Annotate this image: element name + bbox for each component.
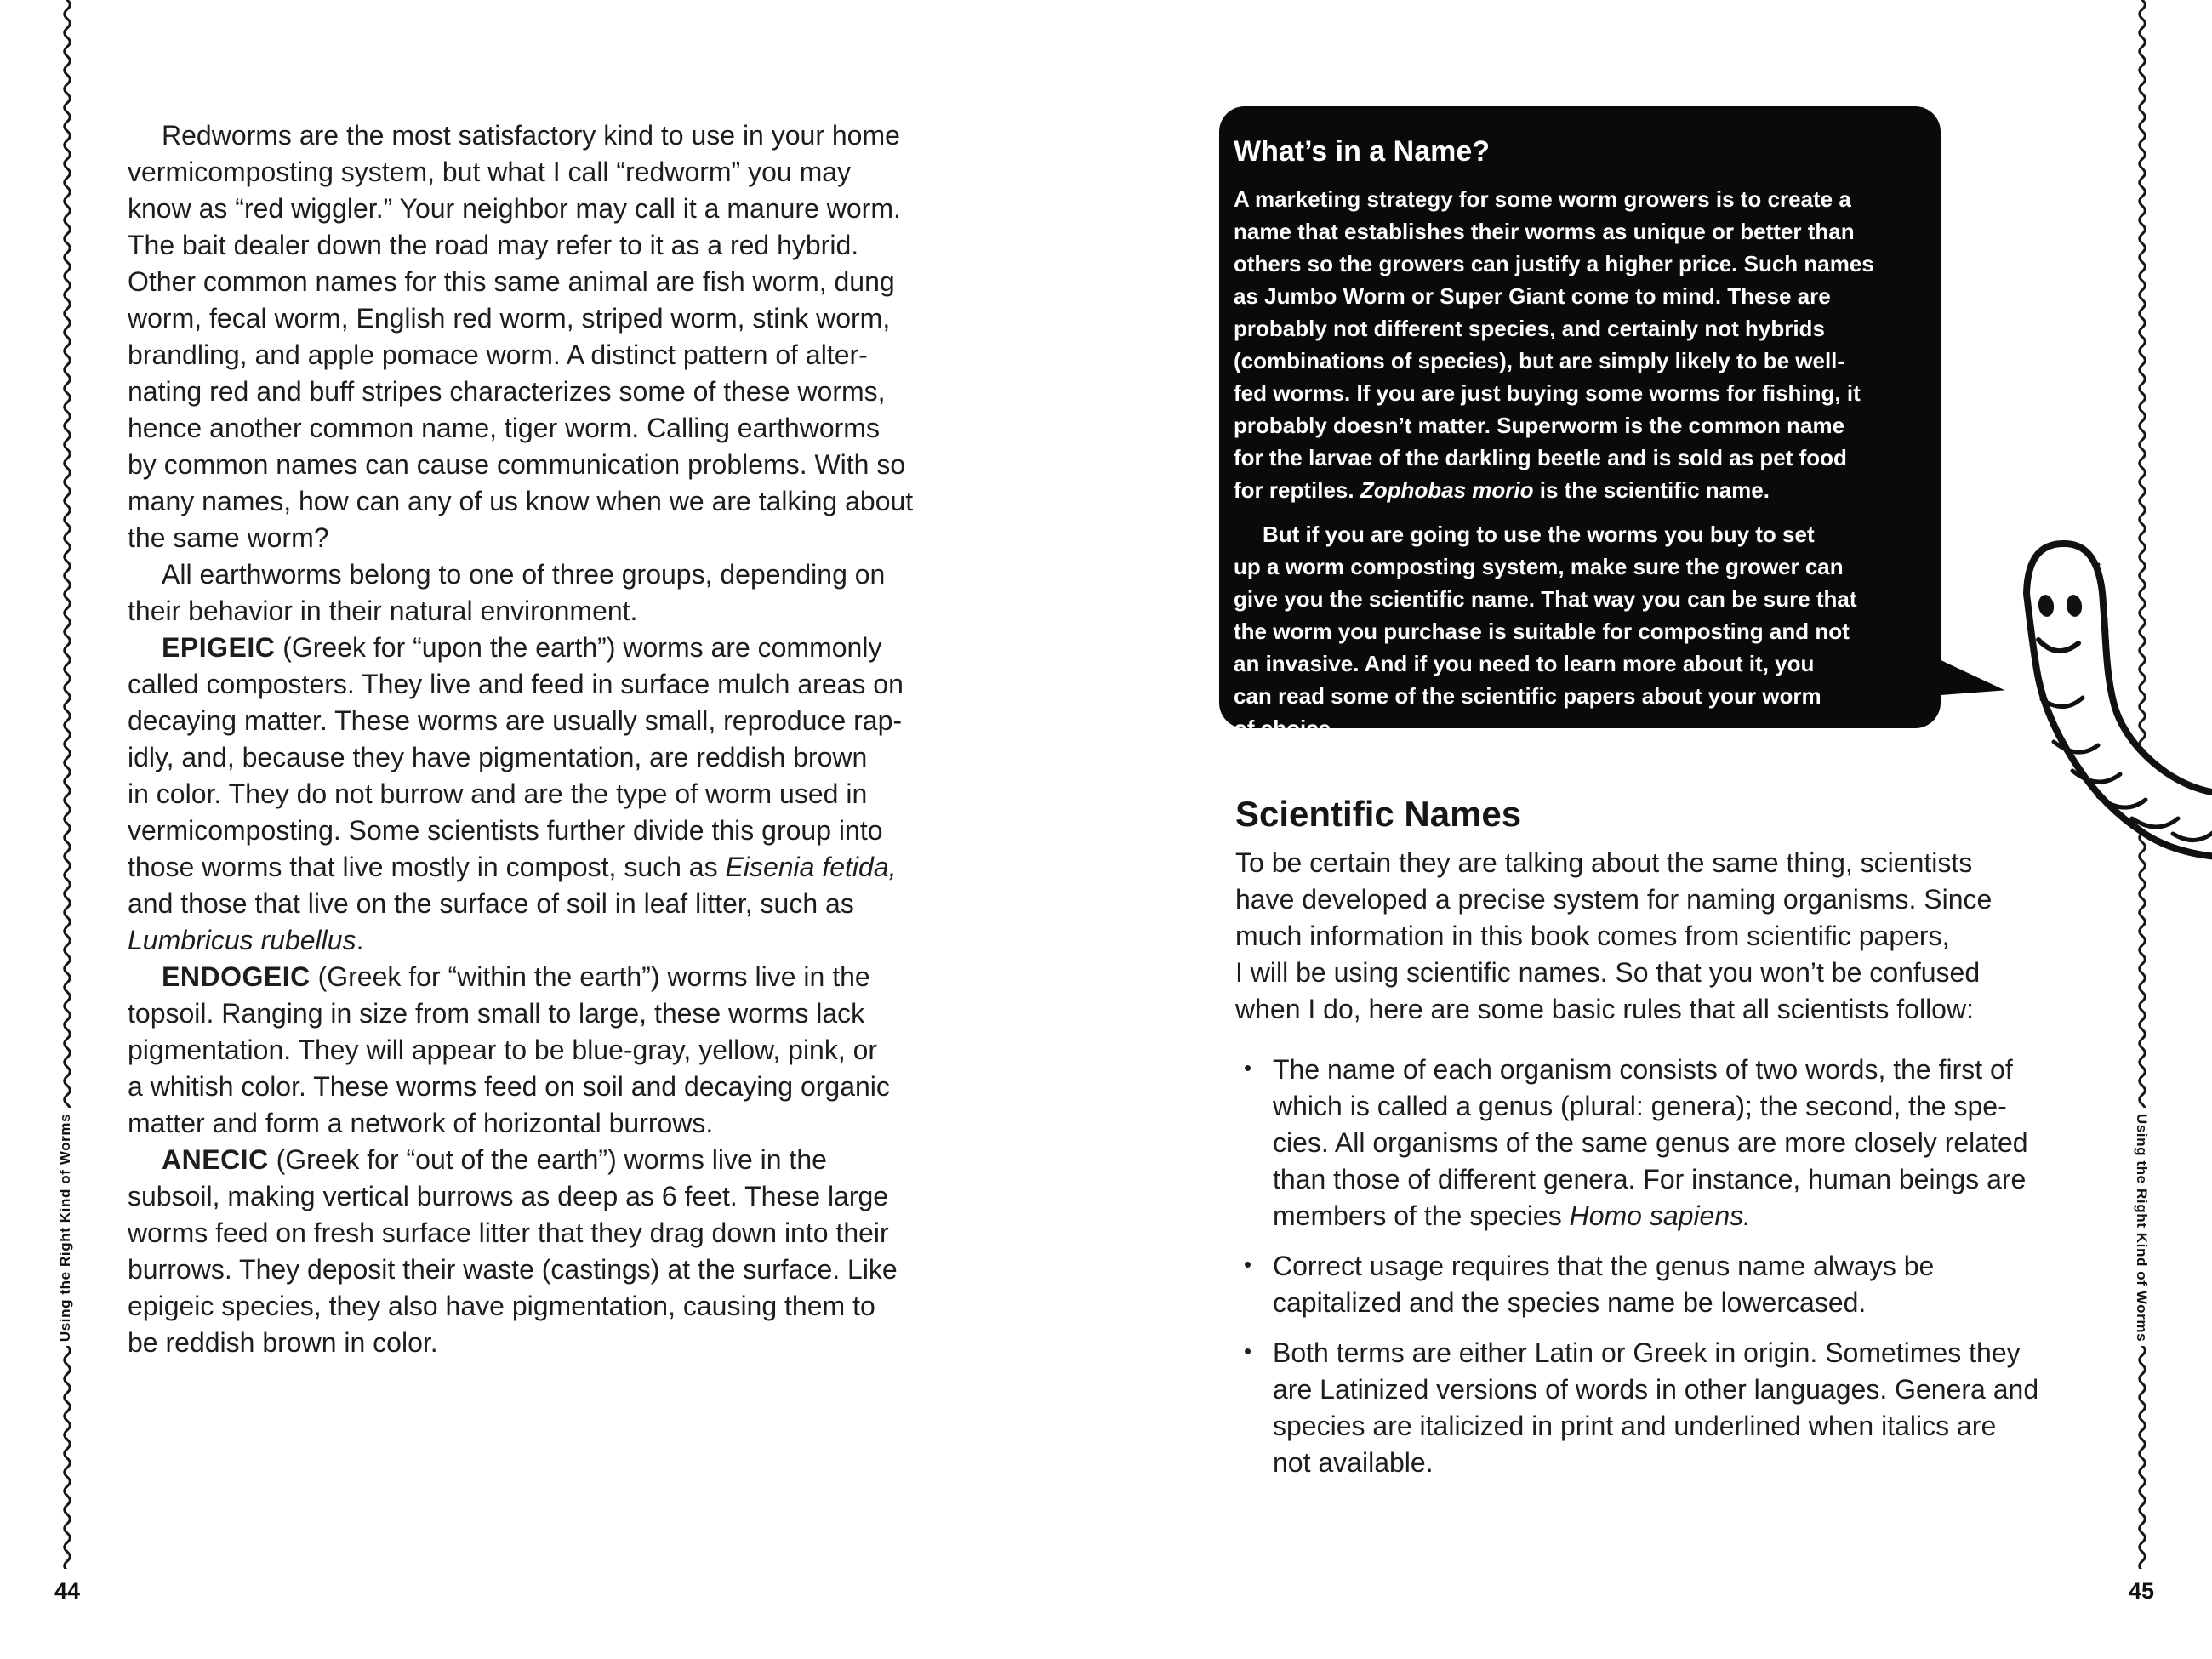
- text-line: All earthworms belong to one of three groups, depending on: [162, 559, 886, 590]
- bullet-icon: •: [1244, 1251, 1252, 1277]
- text-line: of choice.: [1234, 715, 1337, 741]
- text-line: hence another common name, tiger worm. Calling earthworms: [128, 413, 880, 443]
- text-line: by common names can cause communication problems. With so: [128, 449, 906, 480]
- text-line: matter and form a network of horizontal burrows.: [128, 1108, 714, 1138]
- bullet-icon: •: [1244, 1338, 1252, 1364]
- wavy-line-right-bottom: [2135, 1346, 2149, 1569]
- text-line: Lumbricus rubellus.: [128, 925, 364, 955]
- text-line: ANECIC (Greek for “out of the earth”) worms live in the: [162, 1144, 827, 1175]
- bullet-item: [1235, 1248, 2099, 1321]
- text-line: called composters. They live and feed in surface mulch areas on: [128, 669, 904, 699]
- text-line: ENDOGEIC (Greek for “within the earth”) worms live in the: [162, 961, 870, 992]
- body-paragraph: [128, 117, 987, 556]
- text-line: topsoil. Ranging in size from small to large, these worms lack: [128, 998, 865, 1029]
- text-line: as Jumbo Worm or Super Giant come to mind. These are: [1234, 283, 1831, 309]
- text-line: epigeic species, they also have pigmentation, causing them to: [128, 1291, 875, 1321]
- text-line: subsoil, making vertical burrows as deep as 6 feet. These large: [128, 1181, 889, 1211]
- bullet-icon: •: [1244, 1055, 1252, 1080]
- wavy-line-left-top: [60, 0, 74, 1108]
- text-line: than those of different genera. For instance, human beings are: [1273, 1164, 2027, 1194]
- text-line: burrows. They deposit their waste (castings) at the surface. Like: [128, 1254, 898, 1285]
- callout-box: [1219, 106, 1941, 741]
- section-heading: Scientific Names: [1235, 794, 1522, 834]
- text-line: (combinations of species), but are simply likely to be well-: [1234, 348, 1845, 373]
- text-line: decaying matter. These worms are usually small, reproduce rap-: [128, 705, 903, 736]
- text-line: cies. All organisms of the same genus are more closely related: [1273, 1127, 2028, 1158]
- text-line: when I do, here are some basic rules that all scientists follow:: [1235, 994, 1974, 1024]
- text-line: the worm you purchase is suitable for composting and not: [1234, 619, 1850, 644]
- text-line: worm, fecal worm, English red worm, striped worm, stink worm,: [128, 303, 891, 334]
- bullet-text: [1273, 1335, 2099, 1481]
- text-line: But if you are going to use the worms you buy to set: [1263, 522, 1815, 547]
- text-line: brandling, and apple pomace worm. A distinct pattern of alter-: [128, 339, 868, 370]
- text-line: which is called a genus (plural: genera); the second, the spe-: [1273, 1091, 2007, 1121]
- text-line: and those that live on the surface of soil in leaf litter, such as: [128, 888, 854, 919]
- text-line: for reptiles. Zophobas morio is the scientific name.: [1234, 477, 1770, 503]
- text-line: those worms that live mostly in compost, such as Eisenia fetida,: [128, 852, 897, 882]
- text-line: A marketing strategy for some worm growers is to create a: [1234, 186, 1851, 212]
- bullet-item: [1235, 1052, 2099, 1234]
- text-line: The bait dealer down the road may refer to it as a red hybrid.: [128, 230, 859, 260]
- text-line: up a worm composting system, make sure the grower can: [1234, 554, 1844, 579]
- callout-paragraph: [1234, 518, 1908, 744]
- sidebar-label-right: Using the Right Kind of Worms: [2134, 1113, 2150, 1343]
- text-line: vermicomposting system, but what I call “redworm” you may: [128, 157, 852, 187]
- text-line: an invasive. And if you need to learn more about it, you: [1234, 651, 1815, 676]
- text-line: have developed a precise system for naming organisms. Since: [1235, 884, 1993, 915]
- left-page-body: [128, 117, 987, 1361]
- text-line: Both terms are either Latin or Greek in origin. Sometimes they: [1273, 1337, 2021, 1368]
- body-paragraph-endogeic: [128, 959, 987, 1142]
- page-number-left: 44: [54, 1578, 81, 1604]
- text-line: capitalized and the species name be lowercased.: [1273, 1287, 1867, 1318]
- text-line: many names, how can any of us know when we are talking about: [128, 486, 914, 516]
- speech-bubble-tail: [1939, 658, 2007, 698]
- text-line: species are italicized in print and underlined when italics are: [1273, 1411, 1997, 1441]
- text-line: Redworms are the most satisfactory kind to use in your home: [162, 120, 900, 151]
- text-line: Correct usage requires that the genus name always be: [1273, 1251, 1935, 1281]
- text-line: give you the scientific name. That way you can be sure that: [1234, 586, 1857, 612]
- text-line: the same worm?: [128, 522, 329, 553]
- callout-title: What’s in a Name?: [1234, 135, 1491, 168]
- section-intro: [1235, 845, 2099, 1028]
- text-line: probably not different species, and certainly not hybrids: [1234, 316, 1825, 341]
- text-line: in color. They do not burrow and are the type of worm used in: [128, 778, 868, 809]
- text-line: The name of each organism consists of two words, the first of: [1273, 1054, 2013, 1085]
- text-line: name that establishes their worms as unique or better than: [1234, 219, 1855, 244]
- text-line: vermicomposting. Some scientists further divide this group into: [128, 815, 883, 846]
- text-line: much information in this book comes from scientific papers,: [1235, 921, 1950, 951]
- text-line: To be certain they are talking about the same thing, scientists: [1235, 847, 1973, 878]
- text-line: Other common names for this same animal are fish worm, dung: [128, 266, 895, 297]
- text-line: idly, and, because they have pigmentation, are reddish brown: [128, 742, 868, 772]
- text-line: for the larvae of the darkling beetle and is sold as pet food: [1234, 445, 1847, 470]
- text-line: members of the species Homo sapiens.: [1273, 1200, 1752, 1231]
- text-line: probably doesn’t matter. Superworm is the common name: [1234, 413, 1845, 438]
- text-line: are Latinized versions of words in other languages. Genera and: [1273, 1374, 2039, 1405]
- text-line: a whitish color. These worms feed on soil and decaying organic: [128, 1071, 890, 1102]
- bullet-text: [1273, 1052, 2099, 1234]
- callout-paragraph: [1234, 183, 1908, 506]
- scientific-names-section: [1235, 794, 2099, 1495]
- bullet-list: [1235, 1052, 2099, 1481]
- sidebar-label-left: Using the Right Kind of Worms: [57, 1113, 73, 1343]
- text-line: I will be using scientific names. So that you won’t be confused: [1235, 957, 1981, 988]
- text-line: EPIGEIC (Greek for “upon the earth”) worms are commonly: [162, 632, 882, 663]
- text-line: be reddish brown in color.: [128, 1327, 438, 1358]
- text-line: can read some of the scientific papers about your worm: [1234, 683, 1821, 709]
- text-line: their behavior in their natural environment.: [128, 596, 638, 626]
- callout-body: [1234, 183, 1908, 744]
- wavy-line-left-bottom: [60, 1346, 74, 1569]
- text-line: nating red and buff stripes characterizes some of these worms,: [128, 376, 886, 407]
- body-paragraph-anecic: [128, 1142, 987, 1361]
- page-number-right: 45: [2129, 1578, 2155, 1604]
- bullet-text: [1273, 1248, 2099, 1321]
- text-line: worms feed on fresh surface litter that they drag down into their: [128, 1217, 889, 1248]
- body-paragraph: [128, 556, 987, 630]
- text-line: know as “red wiggler.” Your neighbor may call it a manure worm.: [128, 193, 901, 224]
- text-line: others so the growers can justify a higher price. Such names: [1234, 251, 1874, 276]
- text-line: pigmentation. They will appear to be blue-gray, yellow, pink, or: [128, 1035, 878, 1065]
- text-line: fed worms. If you are just buying some worms for fishing, it: [1234, 380, 1861, 406]
- body-paragraph-epigeic: [128, 630, 987, 959]
- text-line: not available.: [1273, 1447, 1434, 1478]
- bullet-item: [1235, 1335, 2099, 1481]
